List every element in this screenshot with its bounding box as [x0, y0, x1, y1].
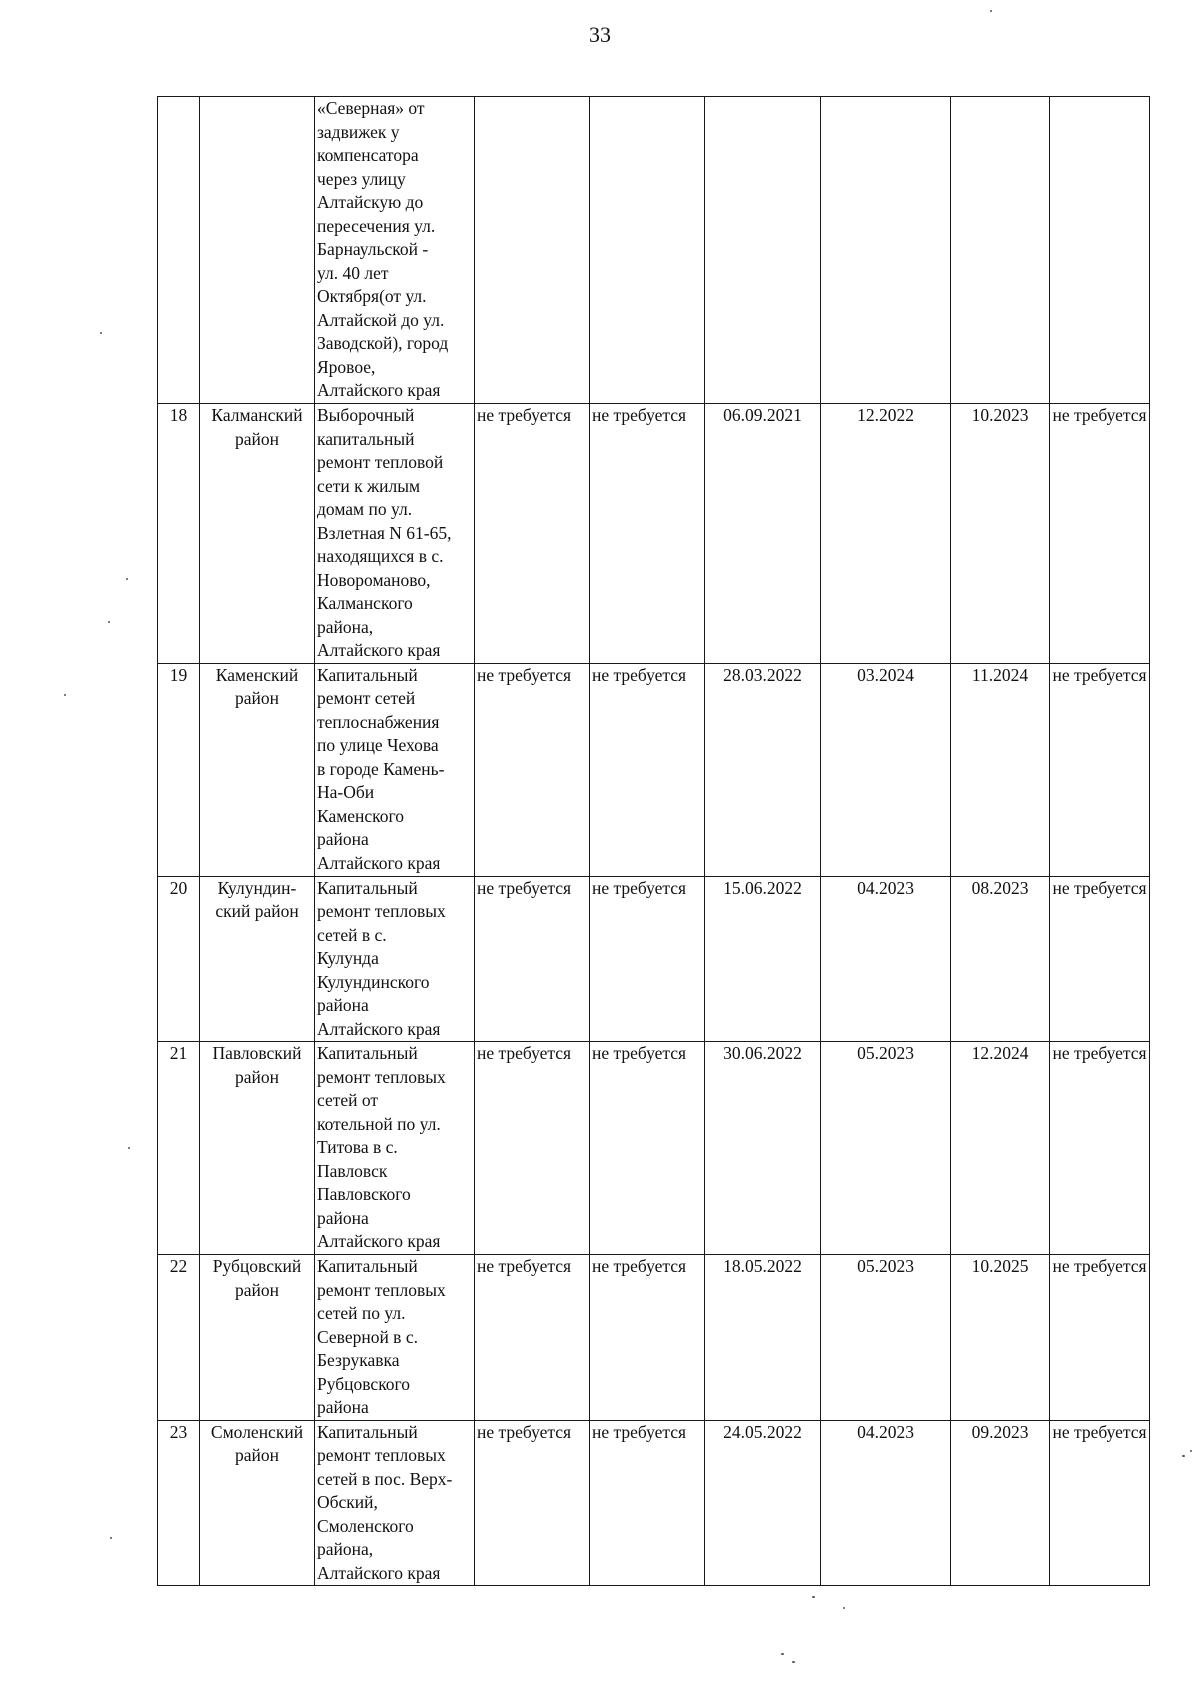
object-line: сетей в пос. Верх-	[317, 1468, 453, 1489]
object-line: компенсатора	[317, 145, 419, 165]
cell-col5: не требуется	[590, 876, 705, 1042]
row-number: 19	[158, 663, 200, 876]
cell-col9	[1050, 97, 1150, 404]
cell-col4: не требуется	[475, 404, 590, 664]
object-line: сетей по ул.	[317, 1303, 406, 1323]
cell-col6: 28.03.2022	[705, 663, 821, 876]
object-line: ремонт тепловых	[317, 901, 446, 921]
object-line: сети к жилым	[317, 475, 421, 496]
object-cell	[315, 1255, 475, 1421]
object-line: через улицу	[317, 168, 406, 189]
table-row	[158, 1255, 1150, 1421]
district-cell: Павловский район	[200, 1042, 315, 1255]
cell-col7: 04.2023	[821, 1420, 951, 1586]
object-line: Капитальный	[317, 877, 418, 898]
scan-speck	[781, 1653, 784, 1655]
object-line: Новороманово,	[317, 569, 431, 590]
district-cell	[200, 97, 315, 404]
scan-speck	[1182, 1455, 1185, 1457]
cell-col6	[705, 97, 821, 404]
row-number: 22	[158, 1255, 200, 1421]
object-line: Алтайского края	[317, 380, 441, 400]
cell-col5	[590, 97, 705, 404]
scan-speck	[843, 1607, 845, 1609]
object-line: Калманского	[317, 593, 413, 613]
object-line: Рубцовского	[317, 1373, 411, 1394]
cell-col5: не требуется	[590, 404, 705, 664]
object-cell	[315, 1420, 475, 1586]
cell-col6: 30.06.2022	[705, 1042, 821, 1255]
district-cell: Рубцовский район	[200, 1255, 315, 1421]
object-line: Алтайского края	[317, 1018, 441, 1039]
cell-col4: не требуется	[475, 876, 590, 1042]
district-cell: Кулундин-ский район	[200, 876, 315, 1042]
object-cell	[315, 876, 475, 1042]
object-line: Обский,	[317, 1492, 378, 1512]
scan-speck	[126, 578, 128, 580]
row-number: 23	[158, 1420, 200, 1586]
district-cell: Калманский район	[200, 404, 315, 664]
object-line: Выборочный	[317, 405, 415, 425]
table-body	[158, 97, 1150, 1586]
object-line: На-Оби	[317, 782, 375, 802]
object-cell	[315, 404, 475, 664]
object-line: Капитальный	[317, 1043, 418, 1063]
object-line: Капитальный	[317, 1256, 418, 1276]
object-line: Взлетная N 61-65,	[317, 522, 452, 543]
object-line: Заводской), город	[317, 333, 449, 353]
cell-col8: 11.2024	[951, 663, 1050, 876]
cell-col9: не требуется	[1050, 404, 1150, 664]
cell-col9: не требуется	[1050, 663, 1150, 876]
object-line: ул. 40 лет	[317, 262, 389, 283]
scan-speck	[108, 621, 110, 623]
object-line: задвижек у	[317, 121, 400, 142]
cell-col7	[821, 97, 951, 404]
object-line: Павловск	[317, 1160, 388, 1181]
object-line: Алтайскую до	[317, 192, 424, 212]
object-line: ремонт тепловой	[317, 452, 444, 472]
cell-col4	[475, 97, 590, 404]
object-line: «Северная» от	[317, 98, 425, 118]
object-line: ремонт сетей	[317, 688, 416, 708]
object-cell	[315, 1042, 475, 1255]
object-line: района	[317, 995, 369, 1015]
cell-col9: не требуется	[1050, 1255, 1150, 1421]
object-line: Кулундинского	[317, 971, 430, 992]
object-line: Алтайского края	[317, 640, 441, 660]
district-cell: Смоленский район	[200, 1420, 315, 1586]
cell-col7: 12.2022	[821, 404, 951, 664]
cell-col9: не требуется	[1050, 1420, 1150, 1586]
cell-col9: не требуется	[1050, 876, 1150, 1042]
cell-col6: 06.09.2021	[705, 404, 821, 664]
cell-col4: не требуется	[475, 1420, 590, 1586]
repair-schedule-table	[157, 96, 1150, 1586]
scan-speck	[110, 1537, 112, 1539]
object-line: Безрукавка	[317, 1350, 400, 1370]
object-line: Алтайского края	[317, 1231, 441, 1251]
scan-speck	[812, 1596, 815, 1598]
table-row	[158, 876, 1150, 1042]
object-line: ремонт тепловых	[317, 1279, 446, 1300]
object-line: Каменского	[317, 805, 405, 826]
object-line: Кулунда	[317, 948, 379, 968]
object-line: района	[317, 1207, 369, 1228]
object-cell	[315, 97, 475, 404]
object-line: капитальный	[317, 428, 415, 449]
object-line: сетей от	[317, 1090, 379, 1110]
object-line: Алтайского края	[317, 1562, 441, 1583]
object-line: ремонт тепловых	[317, 1445, 446, 1465]
cell-col7: 05.2023	[821, 1255, 951, 1421]
object-line: по улице Чехова	[317, 735, 439, 755]
object-line: Октября(от ул.	[317, 286, 427, 306]
cell-col6: 15.06.2022	[705, 876, 821, 1042]
object-line: теплоснабжения	[317, 711, 440, 732]
object-line: находящихся в с.	[317, 546, 444, 566]
page-number: 33	[589, 22, 611, 47]
cell-col5: не требуется	[590, 1420, 705, 1586]
scan-speck	[64, 694, 66, 696]
object-line: Барнаульской -	[317, 239, 429, 259]
object-line: Северной в с.	[317, 1326, 418, 1347]
object-line: ремонт тепловых	[317, 1066, 446, 1087]
object-line: Смоленского	[317, 1515, 414, 1536]
cell-col7: 05.2023	[821, 1042, 951, 1255]
object-line: района	[317, 1397, 369, 1417]
object-cell	[315, 663, 475, 876]
table-row	[158, 1420, 1150, 1586]
object-line: Алтайского края	[317, 852, 441, 873]
table-row-continuation	[158, 97, 1150, 404]
scan-speck	[990, 10, 992, 12]
object-line: Капитальный	[317, 664, 418, 685]
table-row	[158, 663, 1150, 876]
object-line: в городе Камень-	[317, 758, 445, 779]
cell-col8: 10.2025	[951, 1255, 1050, 1421]
cell-col4: не требуется	[475, 1042, 590, 1255]
cell-col8: 10.2023	[951, 404, 1050, 664]
object-line: района,	[317, 1539, 374, 1559]
scan-speck	[128, 1147, 130, 1149]
object-line: Яровое,	[317, 356, 376, 377]
cell-col7: 04.2023	[821, 876, 951, 1042]
cell-col8	[951, 97, 1050, 404]
object-line: домам по ул.	[317, 499, 413, 519]
cell-col6: 24.05.2022	[705, 1420, 821, 1586]
cell-col8: 12.2024	[951, 1042, 1050, 1255]
cell-col4: не требуется	[475, 663, 590, 876]
cell-col5: не требуется	[590, 1042, 705, 1255]
cell-col7: 03.2024	[821, 663, 951, 876]
cell-col9: не требуется	[1050, 1042, 1150, 1255]
cell-col5: не требуется	[590, 663, 705, 876]
cell-col8: 09.2023	[951, 1420, 1050, 1586]
object-line: пересечения ул.	[317, 215, 436, 236]
scan-speck	[1190, 1450, 1192, 1452]
row-number: 21	[158, 1042, 200, 1255]
district-cell: Каменский район	[200, 663, 315, 876]
row-number: 20	[158, 876, 200, 1042]
object-line: Титова в с.	[317, 1137, 398, 1157]
table-row	[158, 404, 1150, 664]
cell-col5: не требуется	[590, 1255, 705, 1421]
object-line: котельной по ул.	[317, 1113, 441, 1134]
row-number	[158, 97, 200, 404]
row-number: 18	[158, 404, 200, 664]
object-line: сетей в с.	[317, 924, 387, 945]
scan-speck	[792, 1661, 795, 1663]
object-line: Павловского	[317, 1184, 411, 1204]
object-line: района,	[317, 616, 374, 637]
table-row	[158, 1042, 1150, 1255]
cell-col8: 08.2023	[951, 876, 1050, 1042]
object-line: Капитальный	[317, 1421, 418, 1442]
object-line: района	[317, 829, 369, 849]
object-line: Алтайской до ул.	[317, 309, 445, 330]
cell-col6: 18.05.2022	[705, 1255, 821, 1421]
cell-col4: не требуется	[475, 1255, 590, 1421]
scan-speck	[100, 332, 102, 334]
